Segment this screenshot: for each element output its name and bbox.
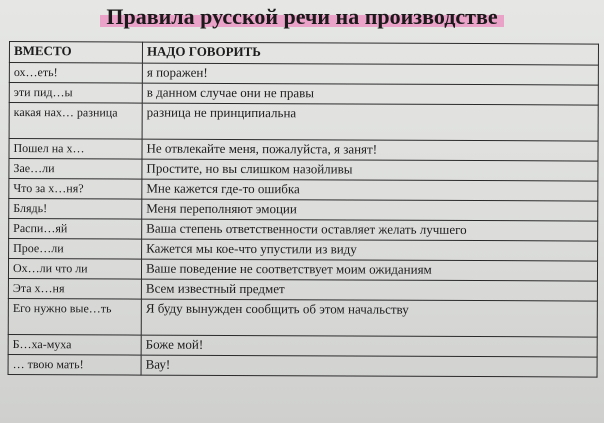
instead-cell: Ох…ли что ли	[8, 259, 141, 280]
instead-cell: … твою мать!	[8, 354, 141, 375]
should-say-cell: я поражен!	[142, 63, 598, 85]
should-say-cell: Боже мой!	[141, 335, 597, 357]
should-say-cell: разница не принципиальна	[142, 103, 598, 141]
should-say-cell: Вау!	[141, 355, 597, 377]
should-say-cell: Ваша степень ответственности оставляет желать лучшего	[142, 219, 598, 241]
should-say-cell: Всем известный предмет	[141, 279, 597, 301]
table-row	[9, 63, 598, 86]
header-row	[9, 42, 598, 66]
table-row	[9, 199, 598, 222]
instead-cell: Пошел на х…	[9, 139, 142, 160]
table-row	[9, 139, 598, 162]
instead-cell: Распи…яй	[9, 219, 142, 240]
table-row	[9, 83, 598, 106]
table-row	[9, 239, 598, 262]
instead-cell: какая нах… разница	[9, 103, 142, 140]
should-say-cell: Не отвлекайте меня, пожалуйста, я занят!	[142, 139, 598, 161]
should-say-cell: Я буду вынужден сообщить об этом начальству	[141, 299, 597, 337]
table-row	[8, 278, 597, 301]
table-row	[9, 179, 598, 202]
instead-cell: Прое…ли	[9, 239, 142, 260]
table-row	[9, 159, 598, 182]
should-say-cell: Меня переполняют эмоции	[142, 199, 598, 221]
instead-cell: Его нужно вые…ть	[8, 298, 141, 335]
instead-cell: Зае…ли	[9, 159, 142, 180]
should-say-cell: Ваше поведение не соответствует моим ожиданиям	[141, 259, 597, 281]
header-should-say: НАДО ГОВОРИТЬ	[142, 42, 598, 65]
table-row	[9, 219, 598, 242]
should-say-cell: в данном случае они не правы	[142, 83, 598, 105]
should-say-cell: Мне кажется где-то ошибка	[142, 179, 598, 201]
instead-cell: Блядь!	[9, 199, 142, 220]
should-say-cell: Простите, но вы слишком назойливы	[142, 159, 598, 181]
table-row	[8, 298, 597, 337]
instead-cell: эти пид…ы	[9, 83, 142, 104]
header-instead: ВМЕСТО	[9, 42, 142, 64]
instead-cell: Б…ха-муха	[8, 334, 141, 355]
rules-table	[8, 41, 599, 378]
table-row	[8, 259, 597, 282]
table-row	[9, 103, 598, 142]
document-title: Правила русской речи на производстве	[0, 4, 604, 30]
instead-cell: ох…еть!	[9, 63, 142, 84]
instead-cell: Что за х…ня?	[9, 179, 142, 200]
table-row	[8, 354, 597, 377]
should-say-cell: Кажется мы кое-что упустили из виду	[142, 239, 598, 261]
instead-cell: Эта х…ня	[8, 278, 141, 299]
table-row	[8, 334, 597, 357]
